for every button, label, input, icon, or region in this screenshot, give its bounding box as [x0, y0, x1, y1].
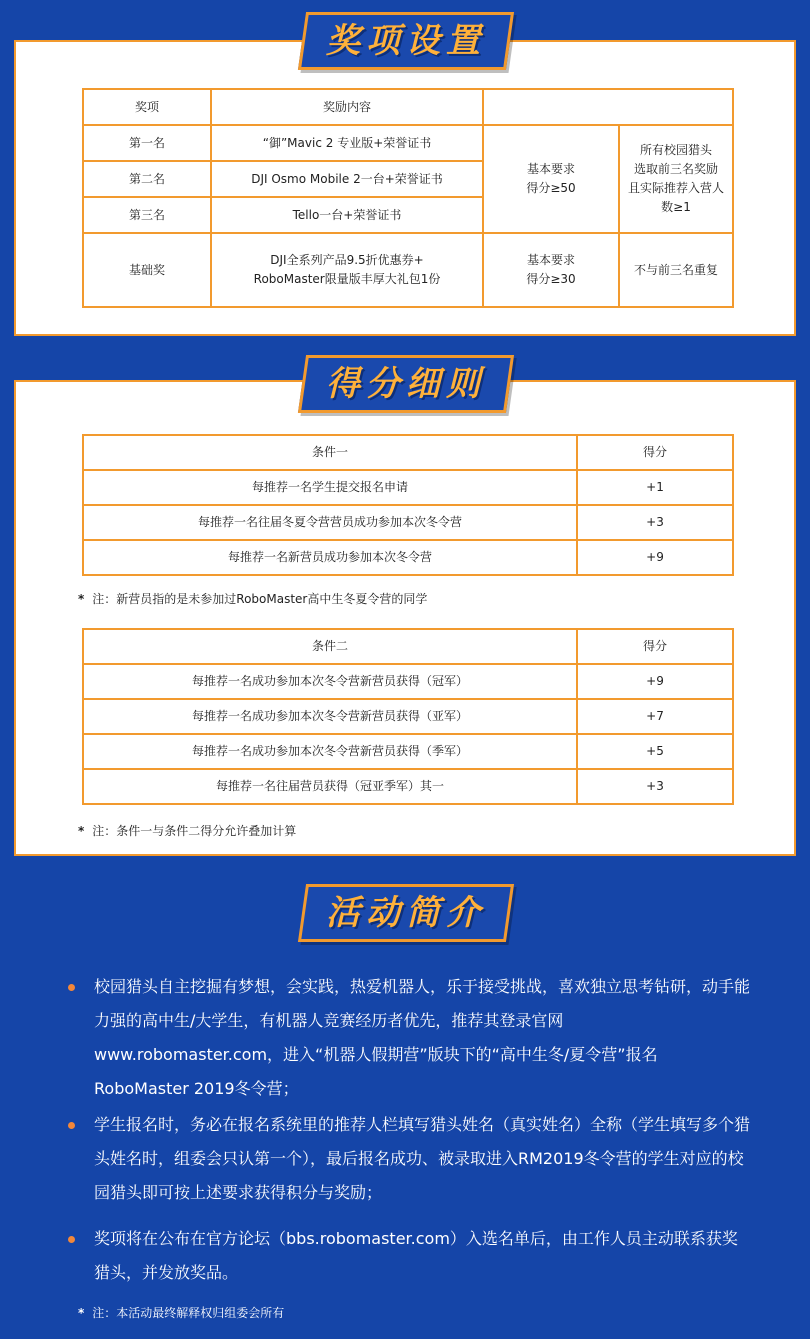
bullet-icon	[68, 984, 75, 991]
table-row	[83, 470, 733, 505]
header-cell	[483, 89, 733, 125]
bullet-icon	[68, 1122, 75, 1129]
table-row	[83, 540, 733, 575]
score-cell: +7	[577, 699, 733, 734]
final-note: * 注：本活动最终解释权归组委会所有	[78, 1306, 285, 1320]
table-row	[83, 89, 733, 125]
table-row	[83, 435, 733, 470]
intro-text: 学生报名时，务必在报名系统里的推荐人栏填写猎头姓名（真实姓名）全称（学生填写多个猎头姓名时，组委会只认第一个），最后报名成功、被录取进入RM2019冬令营的学生对应的校园猎头即可按上述要求获得积分与奖励；	[94, 1115, 751, 1202]
header-cell: 奖励内容	[211, 89, 483, 125]
table-row	[83, 505, 733, 540]
table-row	[83, 734, 733, 769]
rank-cell: 第一名	[83, 125, 211, 161]
awards-banner	[298, 12, 514, 70]
condition-cell: 所有校园猎头 选取前三名奖励 且实际推荐入营人数≥1	[619, 125, 733, 233]
rank-cell: 第三名	[83, 197, 211, 233]
condition2-table	[82, 628, 734, 805]
condition-cell: 不与前三名重复	[619, 233, 733, 307]
awards-table	[82, 88, 734, 308]
scoring-banner	[298, 355, 514, 413]
scoring-panel	[14, 380, 796, 856]
note-star: *	[78, 824, 85, 838]
scoring-title: 得分细则	[326, 364, 486, 404]
condition2-note: * 注：条件一与条件二得分允许叠加计算	[78, 824, 297, 838]
condition-text: 每推荐一名成功参加本次冬令营新营员获得（亚军）	[83, 699, 577, 734]
intro-text: 校园猎头自主挖掘有梦想，会实践，热爱机器人，乐于接受挑战，喜欢独立思考钻研，动手能力强的高中生/大学生，有机器人竞赛经历者优先，推荐其登录官网www.robomaster.com，进入“机器人假期营”版块下的“高中生冬/夏令营”报名RoboMaster 2019冬令营；	[94, 977, 751, 1098]
header-cell: 得分	[577, 435, 733, 470]
rank-cell: 基础奖	[83, 233, 211, 307]
list-item	[72, 970, 752, 1106]
awards-title: 奖项设置	[326, 21, 486, 61]
table-row	[83, 233, 733, 307]
table-row	[83, 664, 733, 699]
header-cell: 得分	[577, 629, 733, 664]
requirement-cell: 基本要求 得分≥30	[483, 233, 619, 307]
bullet-icon	[68, 1236, 75, 1243]
list-item	[72, 1108, 752, 1210]
score-cell: +9	[577, 540, 733, 575]
score-cell: +9	[577, 664, 733, 699]
condition-text: 每推荐一名往届营员获得（冠亚季军）其一	[83, 769, 577, 804]
table-row	[83, 629, 733, 664]
prize-cell: “御”Mavic 2 专业版+荣誉证书	[211, 125, 483, 161]
condition-text: 每推荐一名成功参加本次冬令营新营员获得（冠军）	[83, 664, 577, 699]
condition-text: 每推荐一名学生提交报名申请	[83, 470, 577, 505]
requirement-cell: 基本要求 得分≥50	[483, 125, 619, 233]
header-cell: 条件二	[83, 629, 577, 664]
rank-cell: 第二名	[83, 161, 211, 197]
score-cell: +1	[577, 470, 733, 505]
prize-cell: Tello一台+荣誉证书	[211, 197, 483, 233]
list-item	[72, 1222, 752, 1290]
table-row	[83, 125, 733, 161]
condition-text: 每推荐一名成功参加本次冬令营新营员获得（季军）	[83, 734, 577, 769]
condition-text: 每推荐一名新营员成功参加本次冬令营	[83, 540, 577, 575]
header-cell: 奖项	[83, 89, 211, 125]
prize-cell: DJI Osmo Mobile 2一台+荣誉证书	[211, 161, 483, 197]
condition1-table	[82, 434, 734, 576]
score-cell: +5	[577, 734, 733, 769]
awards-panel	[14, 40, 796, 336]
score-cell: +3	[577, 769, 733, 804]
condition-text: 每推荐一名往届冬夏令营营员成功参加本次冬令营	[83, 505, 577, 540]
intro-title: 活动简介	[326, 893, 486, 933]
prize-cell: DJI全系列产品9.5折优惠券+ RoboMaster限量版丰厚大礼包1份	[211, 233, 483, 307]
table-row	[83, 699, 733, 734]
header-cell: 条件一	[83, 435, 577, 470]
condition1-note: * 注：新营员指的是未参加过RoboMaster高中生冬夏令营的同学	[78, 592, 428, 606]
score-cell: +3	[577, 505, 733, 540]
intro-banner	[298, 884, 514, 942]
note-star: *	[78, 1306, 85, 1320]
intro-text: 奖项将在公布在官方论坛（bbs.robomaster.com）入选名单后，由工作人员主动联系获奖猎头，并发放奖品。	[94, 1229, 738, 1282]
note-star: *	[78, 592, 85, 606]
table-row	[83, 769, 733, 804]
